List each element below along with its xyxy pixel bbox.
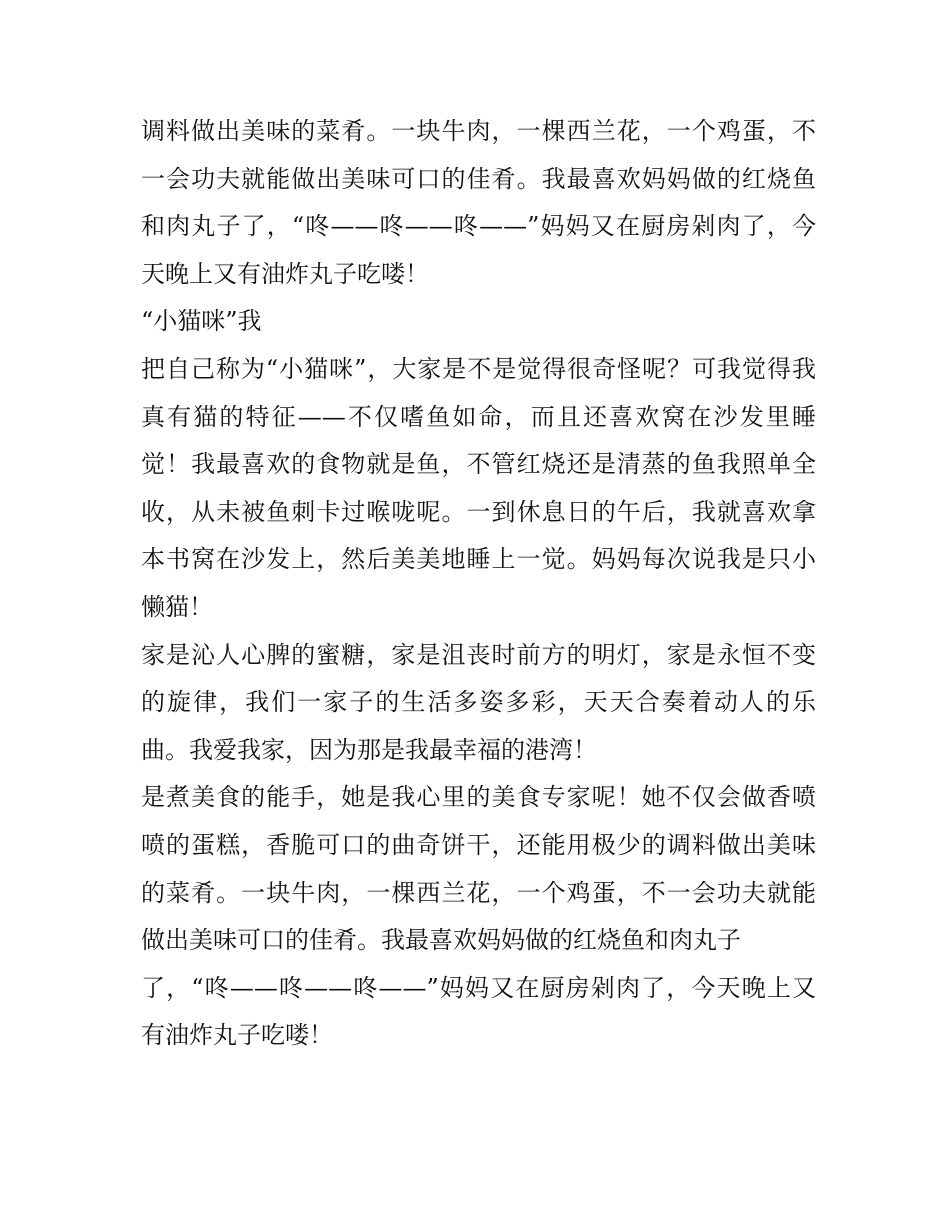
document-body bbox=[141, 108, 816, 1060]
text-line: 觉！我最喜欢的食物就是鱼，不管红烧还是清蒸的鱼我照单全 bbox=[141, 450, 816, 479]
text-line: 和肉丸子了，“咚——咚——咚——”妈妈又在厨房剁肉了，今 bbox=[141, 212, 816, 241]
text-line: 是煮美食的能手，她是我心里的美食专家呢！她不仅会做香喷 bbox=[141, 783, 816, 812]
text-line: 把自己称为“小猫咪”，大家是不是觉得很奇怪呢？可我觉得我 bbox=[141, 354, 816, 383]
text-line: 一会功夫就能做出美味可口的佳肴。我最喜欢妈妈做的红烧鱼 bbox=[141, 164, 816, 193]
text-line: 喷的蛋糕，香脆可口的曲奇饼干，还能用极少的调料做出美味 bbox=[141, 830, 816, 859]
text-line: 调料做出美味的菜肴。一块牛肉，一棵西兰花，一个鸡蛋，不 bbox=[141, 117, 816, 145]
text-line: 收，从未被鱼刺卡过喉咙呢。一到休息日的午后，我就喜欢拿 bbox=[141, 497, 816, 526]
text-line: 懒猫！ bbox=[141, 592, 213, 621]
text-line: 家是沁人心脾的蜜糖，家是沮丧时前方的明灯，家是永恒不变 bbox=[141, 640, 816, 669]
section-heading: “小猫咪”我 bbox=[141, 307, 262, 336]
text-line: 天晚上又有油炸丸子吃喽！ bbox=[141, 259, 429, 288]
text-line: 本书窝在沙发上，然后美美地睡上一觉。妈妈每次说我是只小 bbox=[141, 545, 816, 574]
text-line: 了，“咚——咚——咚——”妈妈又在厨房剁肉了，今天晚上又 bbox=[141, 973, 816, 1002]
text-line: 曲。我爱我家，因为那是我最幸福的港湾！ bbox=[141, 735, 597, 764]
text-line: 做出美味可口的佳肴。我最喜欢妈妈做的红烧鱼和肉丸子 bbox=[141, 926, 741, 955]
text-line: 有油炸丸子吃喽！ bbox=[141, 1021, 333, 1050]
text-line: 的旋律，我们一家子的生活多姿多彩，天天合奏着动人的乐 bbox=[141, 688, 816, 717]
text-line: 的菜肴。一块牛肉，一棵西兰花，一个鸡蛋，不一会功夫就能 bbox=[141, 878, 816, 907]
text-line: 真有猫的特征——不仅嗜鱼如命，而且还喜欢窝在沙发里睡 bbox=[141, 402, 816, 431]
